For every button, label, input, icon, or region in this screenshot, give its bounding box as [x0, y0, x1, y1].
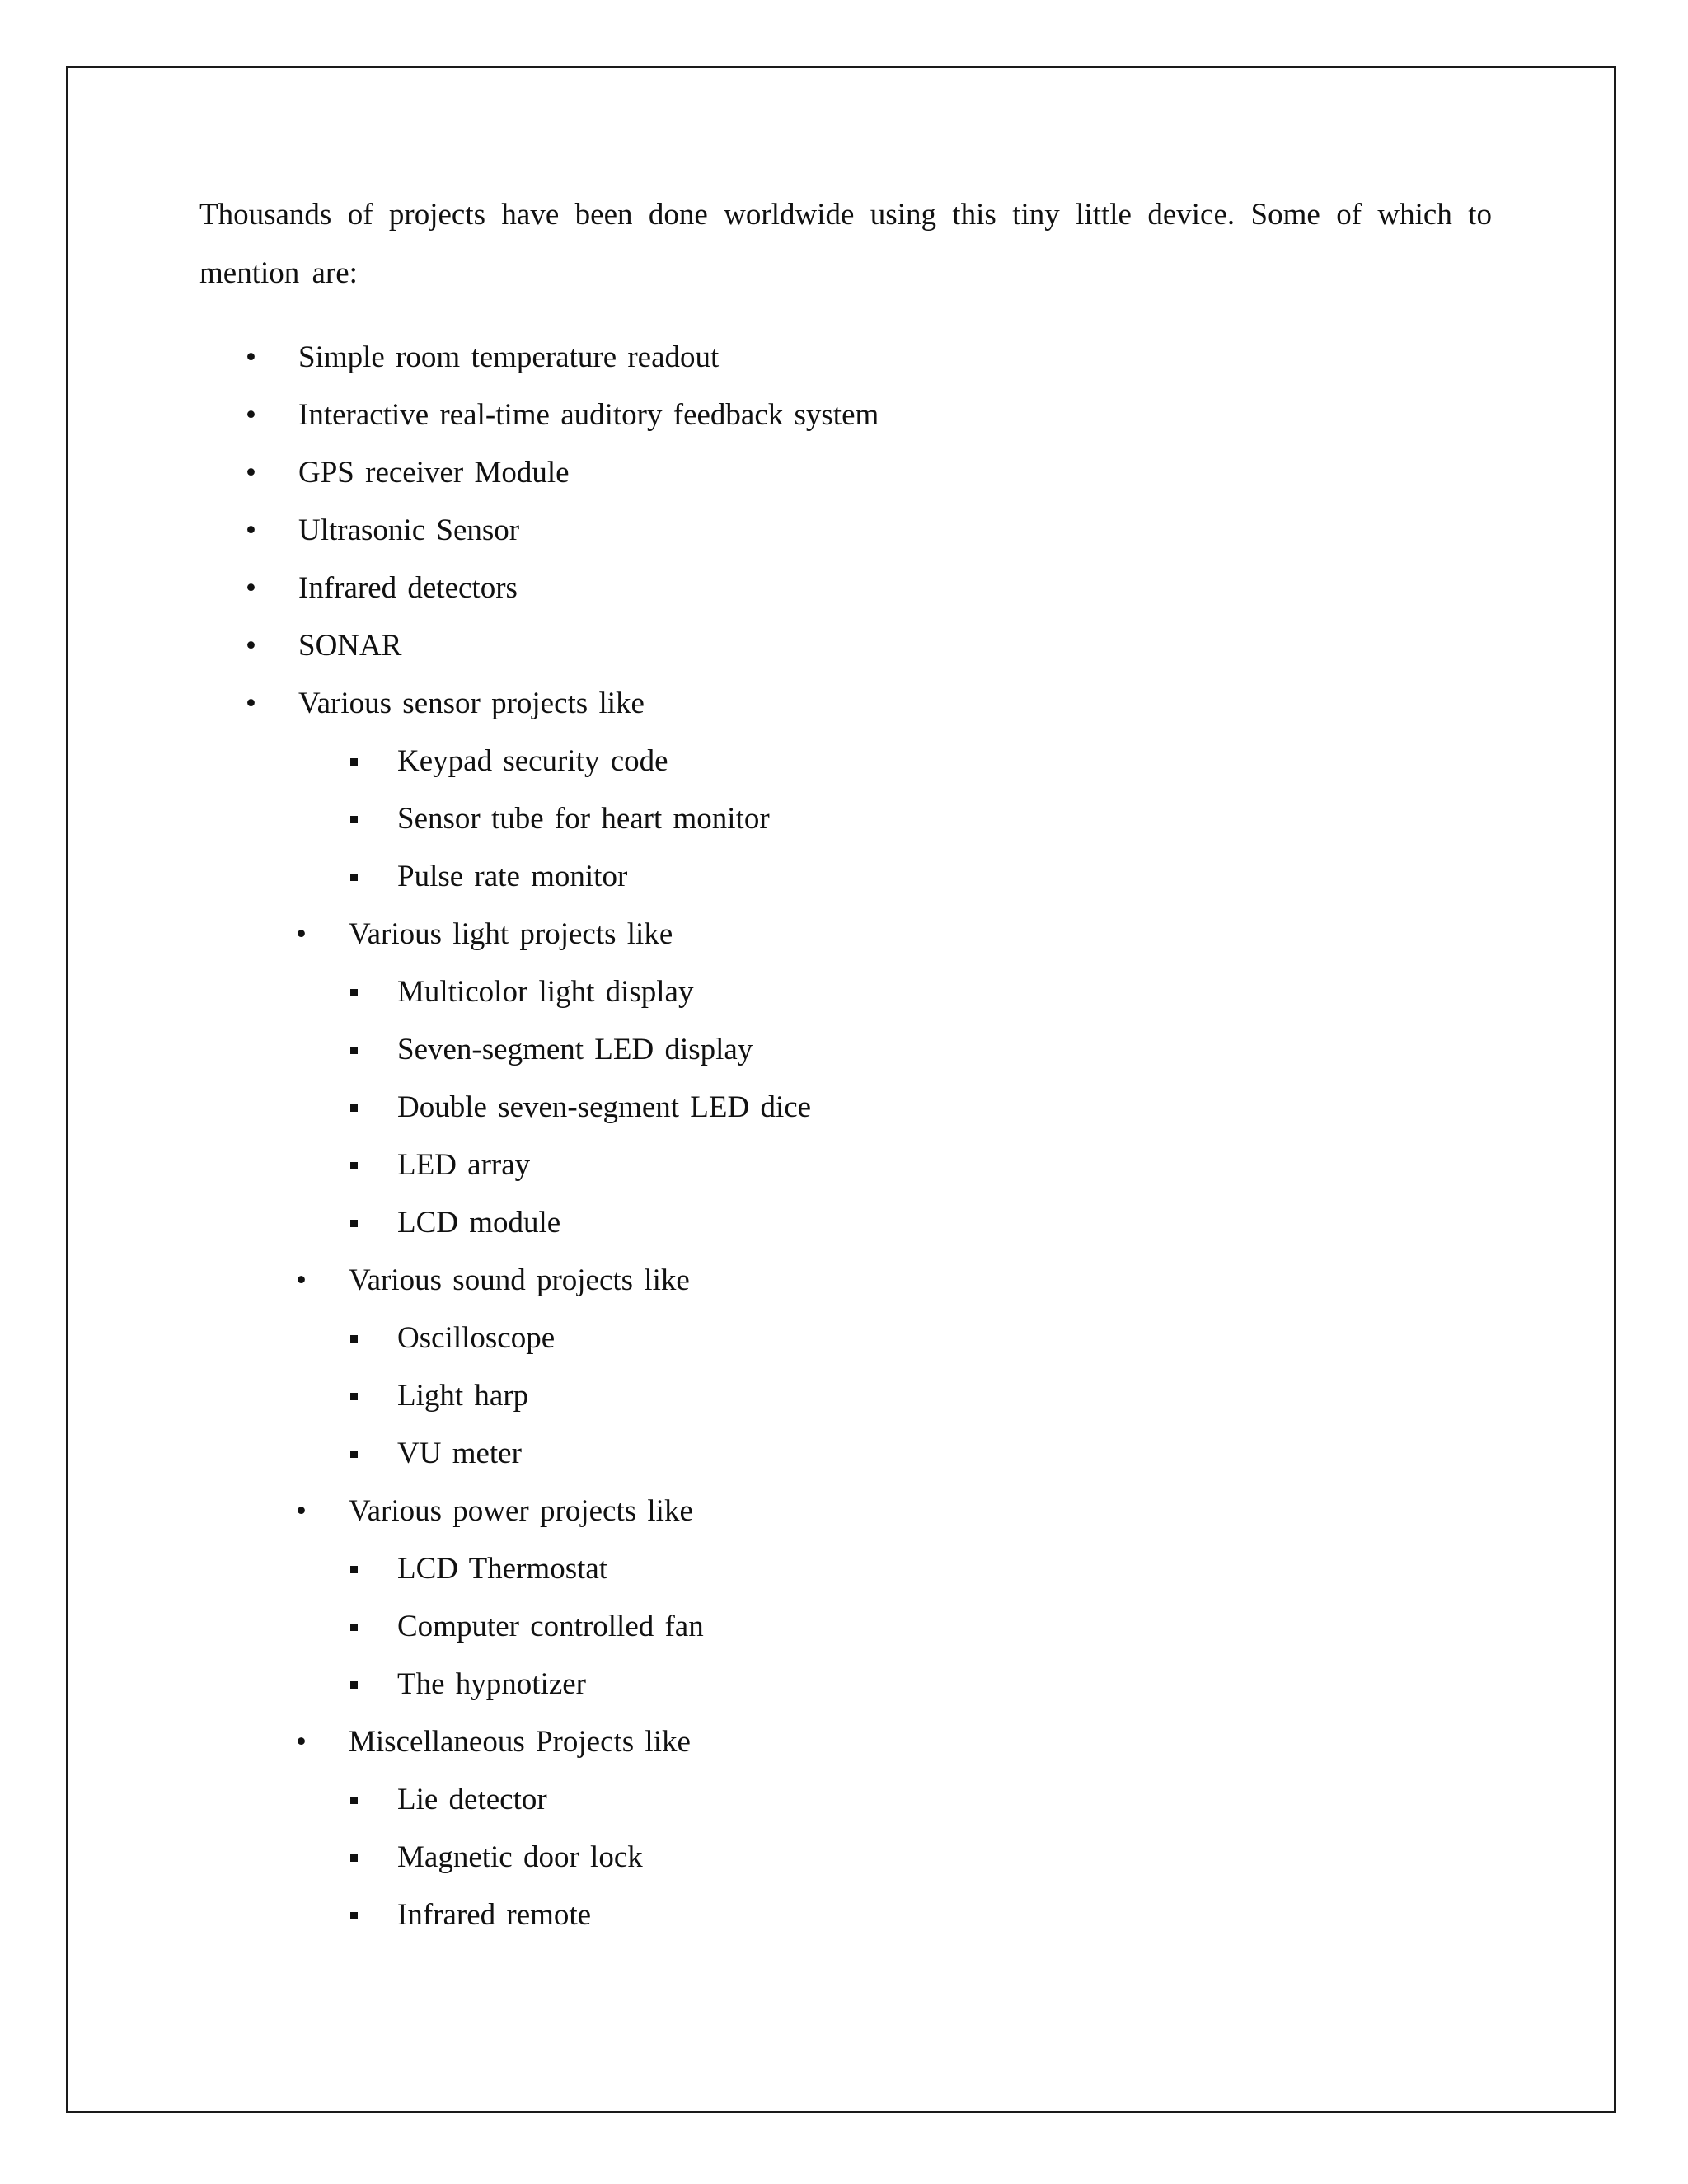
- round-bullet-icon: •: [246, 456, 256, 490]
- list-item: [199, 560, 1492, 617]
- list-item-label: Various sensor projects like: [298, 687, 645, 720]
- sub-list-item: [199, 1886, 1492, 1944]
- round-bullet-icon: •: [246, 398, 256, 432]
- sub-list-item: [199, 1771, 1492, 1829]
- list-item: [199, 617, 1492, 675]
- list-item-label: The hypnotizer: [397, 1667, 586, 1701]
- list-item: [199, 1483, 1492, 1540]
- sub-list-item: [199, 1540, 1492, 1598]
- list-item-label: Simple room temperature readout: [298, 340, 720, 374]
- list-item-label: Keypad security code: [397, 744, 668, 778]
- square-bullet-icon: [350, 1566, 358, 1573]
- sub-list-item: [199, 1310, 1492, 1367]
- round-bullet-icon: •: [296, 1263, 307, 1297]
- sub-list-item: [199, 1021, 1492, 1079]
- list-item-label: Pulse rate monitor: [397, 860, 628, 893]
- sub-list-item: [199, 1079, 1492, 1137]
- sub-list-item: [199, 963, 1492, 1021]
- sub-list-item: [199, 1425, 1492, 1483]
- list-item: [199, 675, 1492, 733]
- list-item-label: SONAR: [298, 629, 402, 663]
- sub-list-item: [199, 790, 1492, 848]
- square-bullet-icon: [350, 1912, 358, 1919]
- square-bullet-icon: [350, 1624, 358, 1631]
- round-bullet-icon: •: [246, 571, 256, 605]
- list-item-label: Infrared detectors: [298, 571, 518, 605]
- list-item: [199, 906, 1492, 963]
- square-bullet-icon: [350, 816, 358, 823]
- intro-paragraph: Thousands of projects have been done worldwide using this tiny little device. Some of which to mention are:: [199, 198, 1492, 290]
- projects-list: [199, 329, 1492, 1944]
- list-item: [199, 387, 1492, 444]
- round-bullet-icon: •: [296, 1725, 307, 1759]
- square-bullet-icon: [350, 989, 358, 996]
- list-item-label: Infrared remote: [397, 1898, 592, 1932]
- sub-list-item: [199, 848, 1492, 906]
- list-item-label: Lie detector: [397, 1783, 547, 1816]
- square-bullet-icon: [350, 1104, 358, 1112]
- sub-list-item: [199, 1829, 1492, 1886]
- list-item-label: Multicolor light display: [397, 975, 694, 1009]
- sub-list-item: [199, 1656, 1492, 1713]
- round-bullet-icon: •: [296, 1494, 307, 1528]
- square-bullet-icon: [350, 874, 358, 881]
- list-item-label: Light harp: [397, 1379, 529, 1413]
- sub-list-item: [199, 1367, 1492, 1425]
- list-item-label: Various light projects like: [349, 917, 673, 951]
- list-item-label: Various sound projects like: [349, 1263, 690, 1297]
- list-item-label: Interactive real-time auditory feedback system: [298, 398, 879, 432]
- round-bullet-icon: •: [246, 687, 256, 720]
- list-item: [199, 1252, 1492, 1310]
- square-bullet-icon: [350, 1393, 358, 1400]
- list-item-label: Oscilloscope: [397, 1321, 556, 1355]
- list-item-label: Sensor tube for heart monitor: [397, 802, 770, 836]
- list-item: [199, 444, 1492, 502]
- round-bullet-icon: •: [246, 340, 256, 374]
- round-bullet-icon: •: [246, 513, 256, 547]
- list-item-label: LCD module: [397, 1206, 561, 1240]
- list-item-label: Computer controlled fan: [397, 1610, 704, 1643]
- list-item-label: GPS receiver Module: [298, 456, 570, 490]
- list-item: [199, 502, 1492, 560]
- list-item-label: VU meter: [397, 1436, 522, 1470]
- document-body: [199, 185, 1492, 1944]
- list-item: [199, 1713, 1492, 1771]
- sub-list-item: [199, 1137, 1492, 1194]
- list-item-label: Various power projects like: [349, 1494, 693, 1528]
- list-item-label: Ultrasonic Sensor: [298, 513, 520, 547]
- list-item-label: Miscellaneous Projects like: [349, 1725, 691, 1759]
- square-bullet-icon: [350, 1220, 358, 1227]
- list-item-label: Double seven-segment LED dice: [397, 1090, 812, 1124]
- square-bullet-icon: [350, 1335, 358, 1343]
- list-item-label: LCD Thermostat: [397, 1552, 608, 1586]
- square-bullet-icon: [350, 758, 358, 766]
- round-bullet-icon: •: [246, 629, 256, 663]
- square-bullet-icon: [350, 1162, 358, 1169]
- sub-list-item: [199, 1194, 1492, 1252]
- square-bullet-icon: [350, 1854, 358, 1862]
- square-bullet-icon: [350, 1681, 358, 1689]
- list-item-label: LED array: [397, 1148, 531, 1182]
- list-item-label: Seven-segment LED display: [397, 1033, 753, 1066]
- round-bullet-icon: •: [296, 917, 307, 951]
- list-item-label: Magnetic door lock: [397, 1840, 643, 1874]
- sub-list-item: [199, 733, 1492, 790]
- square-bullet-icon: [350, 1797, 358, 1804]
- square-bullet-icon: [350, 1451, 358, 1458]
- list-item: [199, 329, 1492, 387]
- sub-list-item: [199, 1598, 1492, 1656]
- square-bullet-icon: [350, 1047, 358, 1054]
